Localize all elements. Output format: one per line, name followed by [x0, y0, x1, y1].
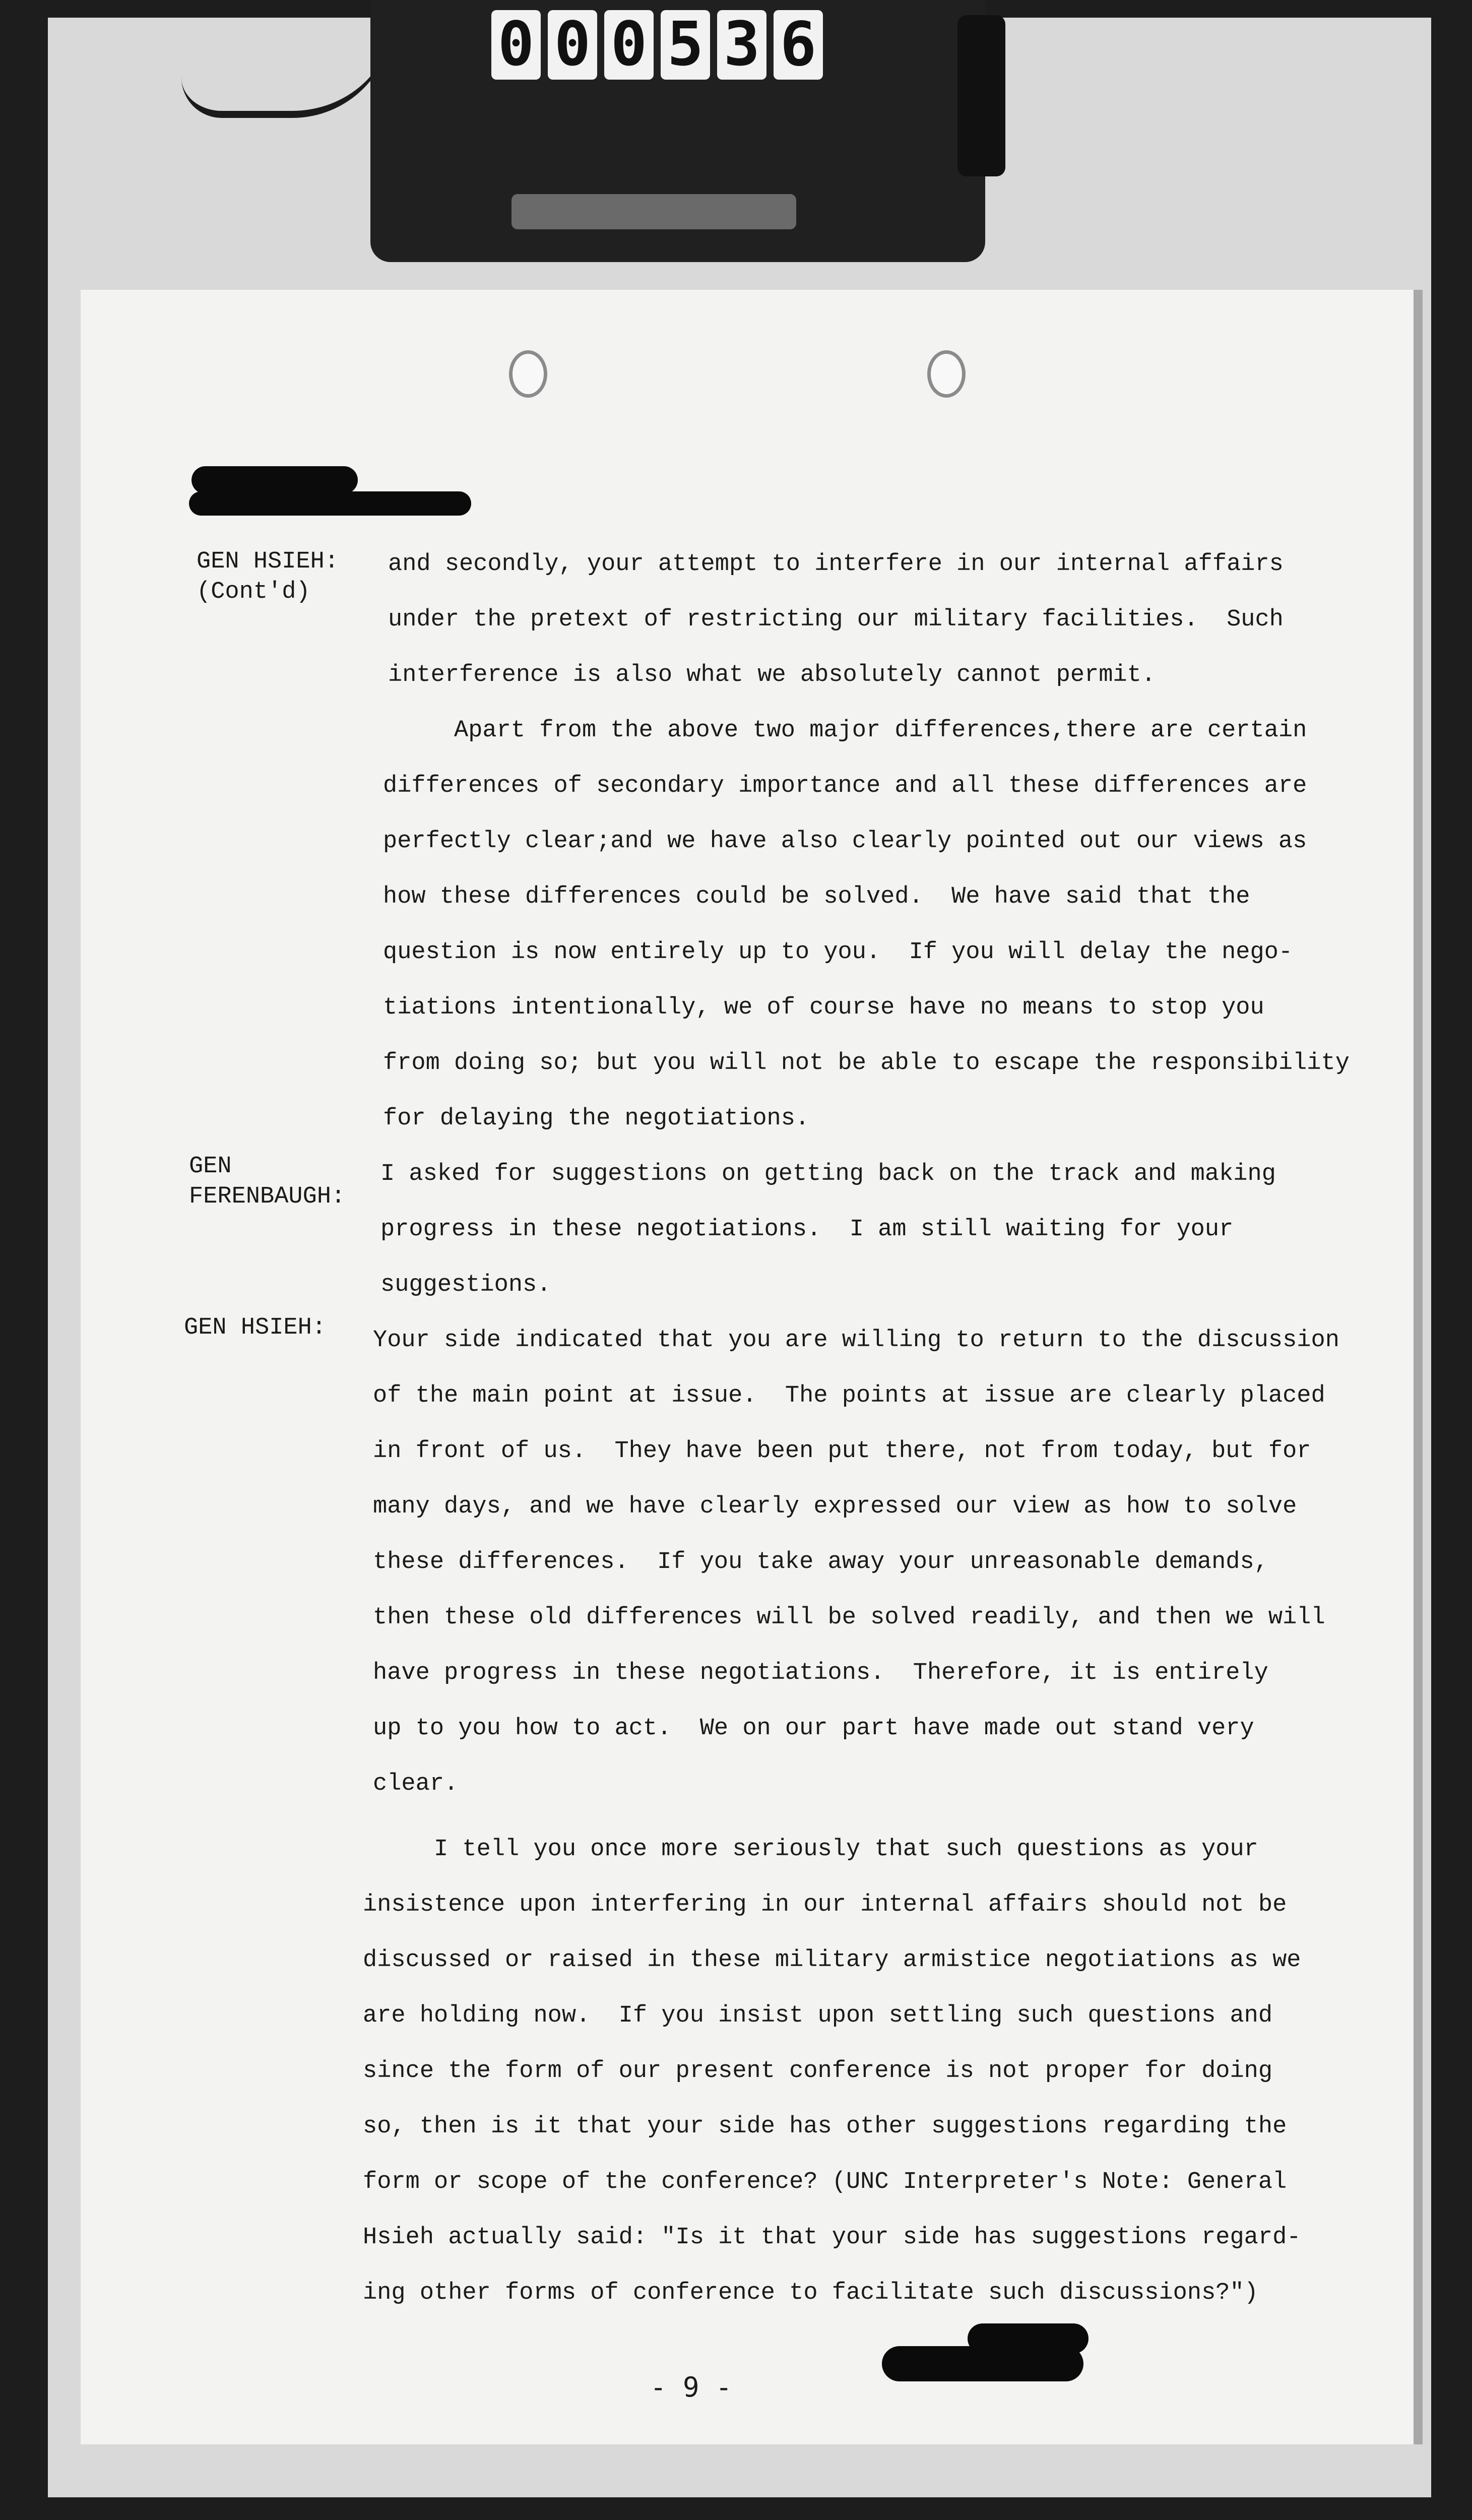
redaction-bar-header [189, 491, 471, 516]
speaker-label: GEN HSIEH: [184, 1314, 327, 1341]
counter-digit: 6 [774, 10, 823, 80]
document-page [81, 290, 1414, 2444]
punch-hole [927, 350, 966, 398]
paragraph: and secondly, your attempt to interfere in our internal affairs under the pretext of restricting our military facilities. Such interference is also what we absolutely cannot permit. [388, 551, 1284, 688]
counter-digit: 0 [548, 10, 597, 80]
paragraph: I asked for suggestions on getting back on the track and making progress in these negotiations. I am still waiting for your suggestions. [380, 1161, 1276, 1298]
frame-counter-digits [491, 10, 823, 86]
redaction-bar-header [191, 466, 358, 494]
speaker-label: GEN HSIEH: (Cont'd) [197, 548, 339, 605]
counter-digit: 0 [604, 10, 654, 80]
speaker-label: GEN FERENBAUGH: [189, 1153, 346, 1210]
counter-digit: 3 [717, 10, 766, 80]
counter-plate [511, 194, 796, 229]
counter-knob [957, 15, 1005, 176]
paragraph: Your side indicated that you are willing to return to the discussion of the main point at issue. The points at issue are clearly placed in front of us. They have been put there, not from today, but for many days, and we have clearly expressed our view as how to solve these differences. If you take away your unreasonable demands, then these old differences will be solved readily, and then we will have progress in these negotiations. Therefore, it is entirely up to you how to act. We on our part have made out stand very clear. [373, 1327, 1339, 1797]
counter-digit: 0 [491, 10, 541, 80]
page-number: - 9 - [650, 2371, 732, 2403]
paragraph: I tell you once more seriously that such questions as your insistence upon interfering in our internal affairs should not be discussed or raised in these military armistice negotiations as we are holding now. If you insist upon settling such questions and since the form of our present conference is not proper for doing so, then is it that your side has other suggestions regarding the form or scope of the conference? (UNC Interpreter's Note: General Hsieh actually said: "Is it that your side has suggestions regard- ing other forms of conference to facilitate such discussions?") [363, 1836, 1301, 2306]
punch-hole [509, 350, 547, 398]
counter-digit: 5 [661, 10, 710, 80]
paragraph: Apart from the above two major differences,there are certain differences of secondary importance and all these differences are perfectly clear;and we have also clearly pointed out our views as how these differences could be solved. We have said that the question is now entirely up to you. If you will delay the nego- tiations intentionally, we of course have no means to stop you from doing so; but you will not be able to escape the responsibility for delaying the negotiations. [383, 717, 1350, 1132]
redaction-bar-footer [968, 2323, 1089, 2354]
